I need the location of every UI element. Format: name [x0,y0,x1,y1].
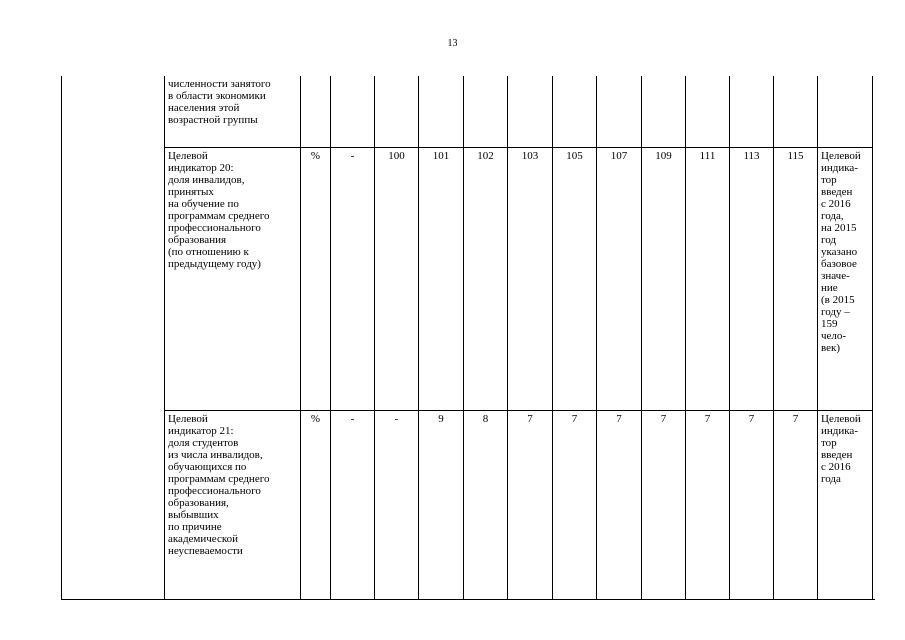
value-cell [730,76,774,147]
indicators-table [164,76,873,600]
table-row [165,410,873,599]
value-cell: - [331,147,375,410]
value-cell: 105 [553,147,597,410]
value-cell: - [375,410,419,599]
value-cell [553,76,597,147]
value-cell [686,76,730,147]
unit-cell [301,76,331,147]
value-cell: 7 [508,410,553,599]
value-cell: 109 [642,147,686,410]
table-row [165,147,873,410]
unit-cell: % [301,410,331,599]
value-cell [331,76,375,147]
table-left-border [61,76,62,599]
table-row [165,76,873,147]
value-cell [419,76,464,147]
value-cell: 103 [508,147,553,410]
value-cell [375,76,419,147]
value-cell [464,76,508,147]
value-cell [508,76,553,147]
indicator-name-cell: Целевой индикатор 21: доля студентов из числа инвалидов, обучающихся по программам среднего профессионального образования, выбывших по причине академической неуспеваемости [165,410,301,599]
value-cell: 7 [553,410,597,599]
value-cell: 7 [774,410,818,599]
value-cell: 7 [686,410,730,599]
value-cell [597,76,642,147]
indicator-name-cell: Целевой индикатор 20: доля инвалидов, принятых на обучение по программам среднего профессионального образования (по отношению к предыдущему году) [165,147,301,410]
value-cell: 115 [774,147,818,410]
value-cell: 113 [730,147,774,410]
value-cell: 8 [464,410,508,599]
note-cell [818,76,873,147]
value-cell: 102 [464,147,508,410]
value-cell: - [331,410,375,599]
unit-cell: % [301,147,331,410]
value-cell: 111 [686,147,730,410]
note-cell: Целевой индика- тор введен с 2016 года, на 2015 год указано базовое значе- ние (в 2015 году – 159 чело- век) [818,147,873,410]
note-cell: Целевой индика- тор введен с 2016 года [818,410,873,599]
value-cell [774,76,818,147]
value-cell: 100 [375,147,419,410]
value-cell: 7 [730,410,774,599]
value-cell: 7 [642,410,686,599]
indicator-name-cell: численности занятого в области экономики населения этой возрастной группы [165,76,301,147]
value-cell: 101 [419,147,464,410]
value-cell: 9 [419,410,464,599]
value-cell [642,76,686,147]
value-cell: 7 [597,410,642,599]
value-cell: 107 [597,147,642,410]
page-number: 13 [447,38,458,49]
